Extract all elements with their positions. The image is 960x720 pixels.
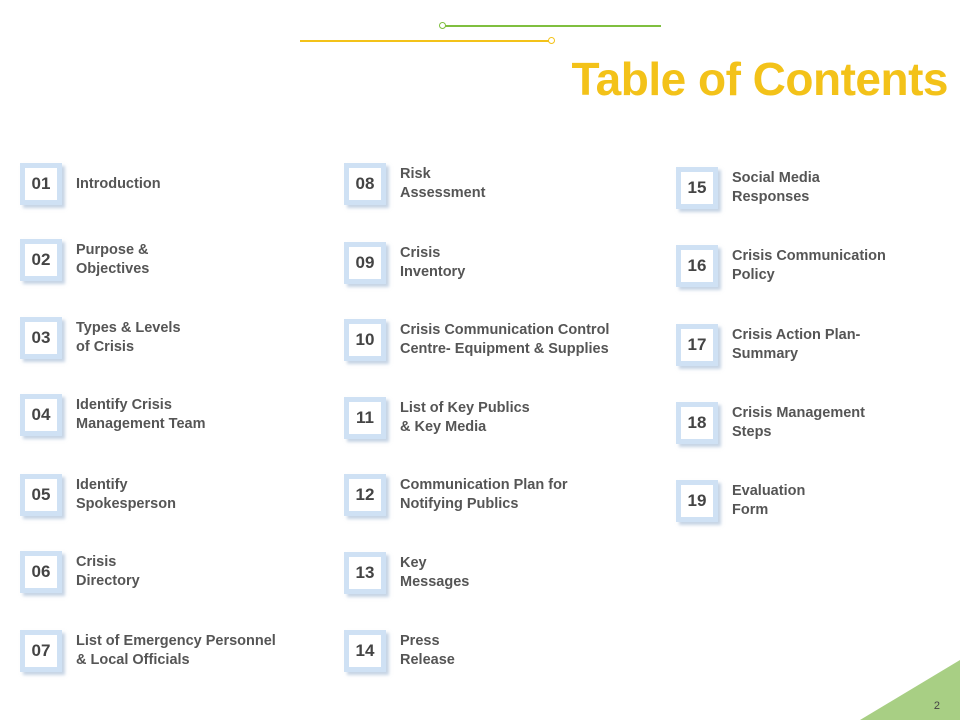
toc-item-label: Communication Plan for Notifying Publics bbox=[400, 477, 568, 512]
toc-number-badge: 06 bbox=[20, 551, 62, 593]
toc-number-badge: 10 bbox=[344, 319, 386, 361]
toc-number-badge: 07 bbox=[20, 630, 62, 672]
decorative-dot-yellow bbox=[548, 37, 555, 44]
toc-item-16[interactable] bbox=[676, 245, 886, 287]
toc-item-02[interactable] bbox=[20, 239, 149, 281]
toc-number-badge: 16 bbox=[676, 245, 718, 287]
toc-item-label: Social Media Responses bbox=[732, 170, 820, 205]
toc-number-badge: 13 bbox=[344, 552, 386, 594]
toc-item-label: List of Key Publics & Key Media bbox=[400, 400, 530, 435]
toc-number-badge: 12 bbox=[344, 474, 386, 516]
corner-triangle-decoration bbox=[860, 660, 960, 720]
toc-item-label: Identify Crisis Management Team bbox=[76, 397, 206, 432]
toc-number-badge: 05 bbox=[20, 474, 62, 516]
toc-item-04[interactable] bbox=[20, 394, 205, 436]
toc-item-13[interactable] bbox=[344, 552, 469, 594]
toc-item-19[interactable] bbox=[676, 480, 805, 522]
decorative-line-yellow bbox=[300, 40, 550, 42]
toc-item-06[interactable] bbox=[20, 551, 140, 593]
toc-number-badge: 17 bbox=[676, 324, 718, 366]
toc-item-08[interactable] bbox=[344, 163, 485, 205]
toc-item-label: Identify Spokesperson bbox=[76, 477, 176, 512]
toc-item-05[interactable] bbox=[20, 474, 176, 516]
toc-item-03[interactable] bbox=[20, 317, 181, 359]
toc-item-label: Evaluation Form bbox=[732, 483, 806, 518]
toc-item-label: Crisis Inventory bbox=[400, 245, 466, 280]
toc-item-label: Crisis Action Plan- Summary bbox=[732, 327, 861, 362]
toc-number-badge: 08 bbox=[344, 163, 386, 205]
toc-item-18[interactable] bbox=[676, 402, 865, 444]
toc-item-label: Risk Assessment bbox=[400, 166, 486, 201]
toc-item-label: Key Messages bbox=[400, 555, 470, 590]
toc-item-10[interactable] bbox=[344, 319, 609, 361]
toc-number-badge: 02 bbox=[20, 239, 62, 281]
decorative-line-green bbox=[445, 25, 661, 27]
toc-item-12[interactable] bbox=[344, 474, 568, 516]
toc-item-label: Press Release bbox=[400, 633, 455, 668]
toc-item-label: List of Emergency Personnel & Local Officials bbox=[76, 633, 276, 668]
toc-number-badge: 14 bbox=[344, 630, 386, 672]
toc-item-label: Types & Levels of Crisis bbox=[76, 320, 181, 355]
toc-item-15[interactable] bbox=[676, 167, 820, 209]
toc-number-badge: 09 bbox=[344, 242, 386, 284]
toc-item-14[interactable] bbox=[344, 630, 455, 672]
toc-item-09[interactable] bbox=[344, 242, 465, 284]
toc-number-badge: 01 bbox=[20, 163, 62, 205]
toc-item-01[interactable] bbox=[20, 163, 161, 205]
toc-item-label: Crisis Directory bbox=[76, 554, 140, 589]
toc-number-badge: 11 bbox=[344, 397, 386, 439]
toc-number-badge: 03 bbox=[20, 317, 62, 359]
toc-item-label: Crisis Communication Control Centre- Equipment & Supplies bbox=[400, 322, 610, 357]
toc-item-label: Crisis Communication Policy bbox=[732, 248, 886, 283]
toc-item-11[interactable] bbox=[344, 397, 530, 439]
toc-item-label: Introduction bbox=[76, 175, 161, 192]
toc-number-badge: 19 bbox=[676, 480, 718, 522]
page-title: Table of Contents bbox=[571, 53, 948, 105]
toc-item-label: Crisis Management Steps bbox=[732, 405, 865, 440]
decorative-dot-green bbox=[439, 22, 446, 29]
toc-number-badge: 18 bbox=[676, 402, 718, 444]
toc-item-label: Purpose & Objectives bbox=[76, 242, 150, 277]
toc-number-badge: 04 bbox=[20, 394, 62, 436]
toc-item-07[interactable] bbox=[20, 630, 276, 672]
toc-item-17[interactable] bbox=[676, 324, 860, 366]
toc-number-badge: 15 bbox=[676, 167, 718, 209]
page-number: 2 bbox=[933, 700, 940, 712]
